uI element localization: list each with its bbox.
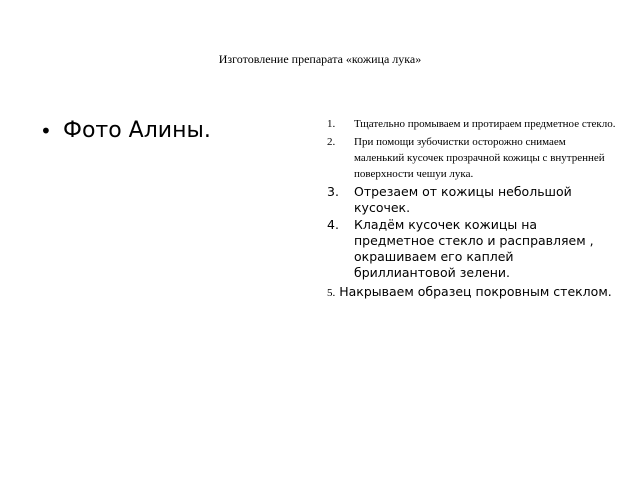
step-number: 1. — [327, 118, 336, 130]
steps-list — [327, 116, 617, 301]
bullet-item — [40, 116, 310, 146]
bullet-text-photo: Фото Алины. — [63, 118, 211, 143]
slide-title: Изготовление препарата «кожица лука» — [218, 52, 422, 66]
step-item-1 — [327, 116, 617, 132]
step-text: При помощи зубочистки осторожно снимаем маленький кусочек прозрачной кожицы с внутренней поверхности чешуи лука. — [354, 136, 605, 180]
step-item-3 — [327, 184, 617, 216]
step-text: Тщательно промываем и протираем предметное стекло. — [354, 118, 616, 130]
bullet-marker: • — [40, 119, 52, 143]
step-item-5 — [327, 284, 617, 301]
step-text: Отрезаем от кожицы небольшой кусочек. — [354, 184, 572, 215]
step-number: 5. — [327, 287, 336, 299]
left-bullet-list — [40, 116, 310, 146]
step-item-2 — [327, 134, 617, 182]
step-number: 2. — [327, 136, 336, 148]
step-text: Накрываем образец покровным стеклом. — [335, 284, 612, 299]
step-number: 4. — [327, 217, 339, 232]
step-number: 3. — [327, 184, 339, 199]
step-text: Кладём кусочек кожицы на предметное стекло и расправляем , окрашиваем его каплей бриллиантовой зелени. — [354, 217, 594, 280]
step-item-4 — [327, 217, 617, 281]
